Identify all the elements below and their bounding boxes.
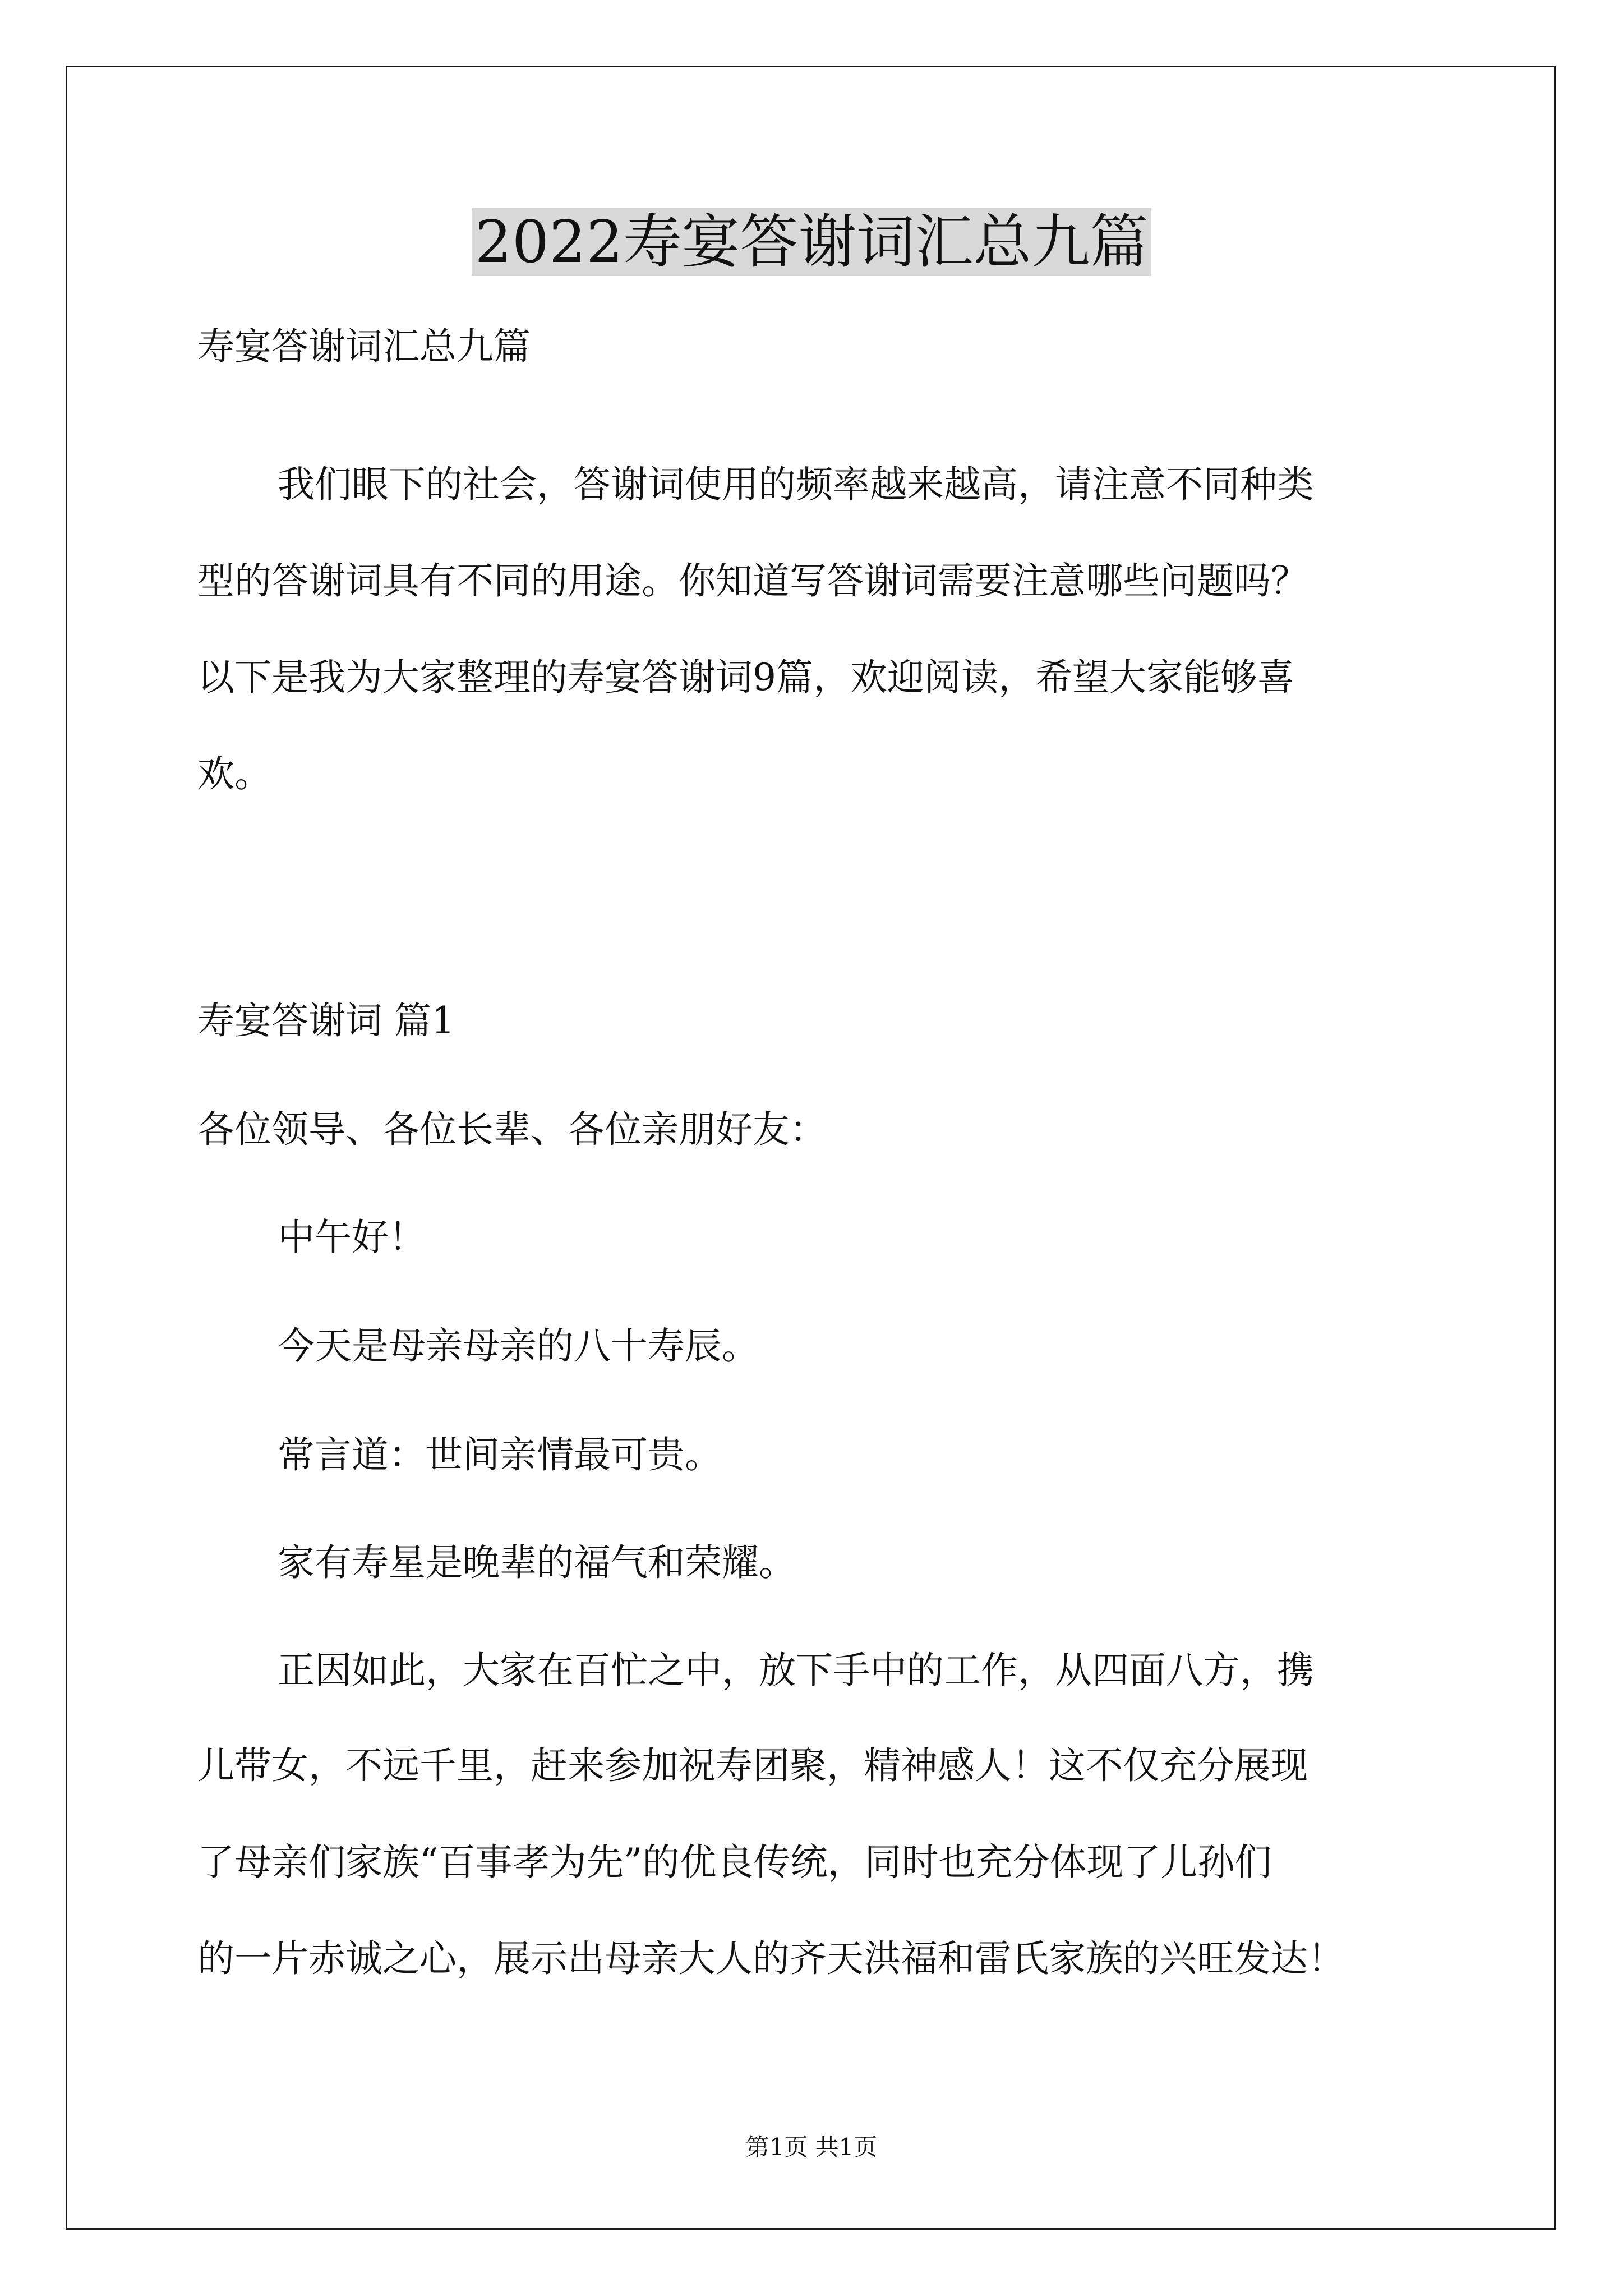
body-line-3: 家有寿星是晚辈的福气和荣耀。 (278, 1541, 796, 1584)
intro-line-1: 我们眼下的社会，答谢词使用的频率越来越高，请注意不同种类 (278, 463, 1314, 506)
subtitle-line: 寿宴答谢词汇总九篇 (197, 325, 531, 368)
section-heading: 寿宴答谢词 篇1 (197, 999, 455, 1042)
intro-line-4: 欢。 (197, 752, 271, 795)
document-title-text: 2022寿宴答谢词汇总九篇 (472, 208, 1152, 276)
body-line-2: 常言道：世间亲情最可贵。 (278, 1433, 722, 1476)
body-line-1: 今天是母亲母亲的八十寿辰。 (278, 1324, 759, 1368)
intro-line-3: 以下是我为大家整理的寿宴答谢词9篇，欢迎阅读，希望大家能够喜 (197, 656, 1294, 699)
body-line-6: 了母亲们家族“百事孝为先”的优良传统，同时也充分体现了儿孙们 (197, 1841, 1272, 1884)
document-title (0, 200, 1623, 284)
body-line-5: 儿带女，不远千里，赶来参加祝寿团聚，精神感人！这不仅充分展现 (197, 1744, 1308, 1787)
page-footer: 第1页 共1页 (745, 2133, 878, 2161)
body-line-4: 正因如此，大家在百忙之中，放下手中的工作，从四面八方，携 (278, 1649, 1314, 1692)
intro-line-2: 型的答谢词具有不同的用途。你知道写答谢词需要注意哪些问题吗？ (197, 559, 1308, 602)
body-line-7: 的一片赤诚之心，展示出母亲大人的齐天洪福和雷氏家族的兴旺发达！ (197, 1937, 1345, 1980)
greeting-line: 中午好！ (278, 1216, 426, 1259)
salutation-line: 各位领导、各位长辈、各位亲朋好友： (197, 1108, 827, 1151)
